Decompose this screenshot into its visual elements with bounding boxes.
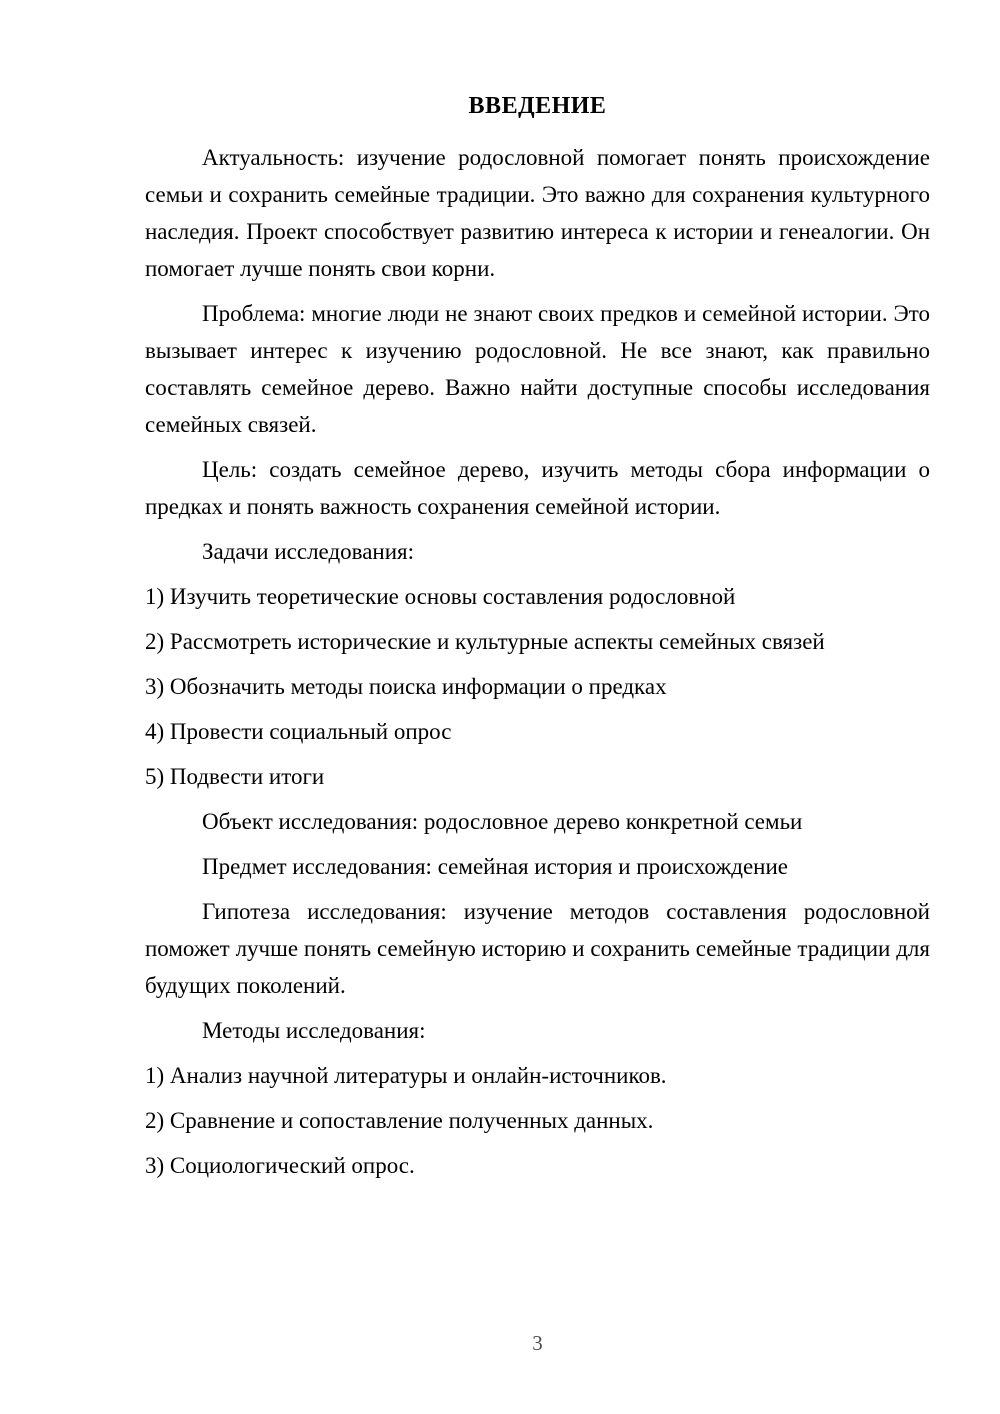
paragraph-goal: Цель: создать семейное дерево, изучить методы сбора информации о предках и понять важность сохранения семейной истории. [145, 457, 930, 519]
method-item-1: 1) Анализ научной литературы и онлайн-источников. [145, 1063, 667, 1088]
paragraph-hypothesis: Гипотеза исследования: изучение методов составления родословной поможет лучше понять семейную историю и сохранить семейные традиции для будущих поколений. [145, 899, 930, 998]
paragraph-object: Объект исследования: родословное дерево конкретной семьи [202, 809, 803, 834]
page-content [145, 88, 930, 1184]
page-number: 3 [532, 1331, 543, 1355]
method-item-3: 3) Социологический опрос. [145, 1153, 415, 1178]
methods-label: Методы исследования: [202, 1018, 426, 1043]
task-item-4: 4) Провести социальный опрос [145, 719, 452, 744]
method-item-2: 2) Сравнение и сопоставление полученных данных. [145, 1108, 654, 1133]
paragraph-problem: Проблема: многие люди не знают своих предков и семейной истории. Это вызывает интерес к изучению родословной. Не все знают, как правильно составлять семейное дерево. Важно найти доступные способы исследования семейных связей. [145, 301, 930, 437]
tasks-label: Задачи исследования: [202, 539, 415, 564]
task-item-3: 3) Обозначить методы поиска информации о предках [145, 674, 667, 699]
task-item-2: 2) Рассмотреть исторические и культурные аспекты семейных связей [145, 629, 825, 654]
paragraph-relevance: Актуальность: изучение родословной помогает понять происхождение семьи и сохранить семейные традиции. Это важно для сохранения культурного наследия. Проект способствует развитию интереса к истории и генеалогии. Он помогает лучше понять свои корни. [145, 145, 930, 281]
task-item-1: 1) Изучить теоретические основы составления родословной [145, 584, 736, 609]
task-item-5: 5) Подвести итоги [145, 764, 325, 789]
section-title: ВВЕДЕНИЕ [468, 93, 607, 119]
paragraph-subject: Предмет исследования: семейная история и происхождение [202, 854, 788, 879]
